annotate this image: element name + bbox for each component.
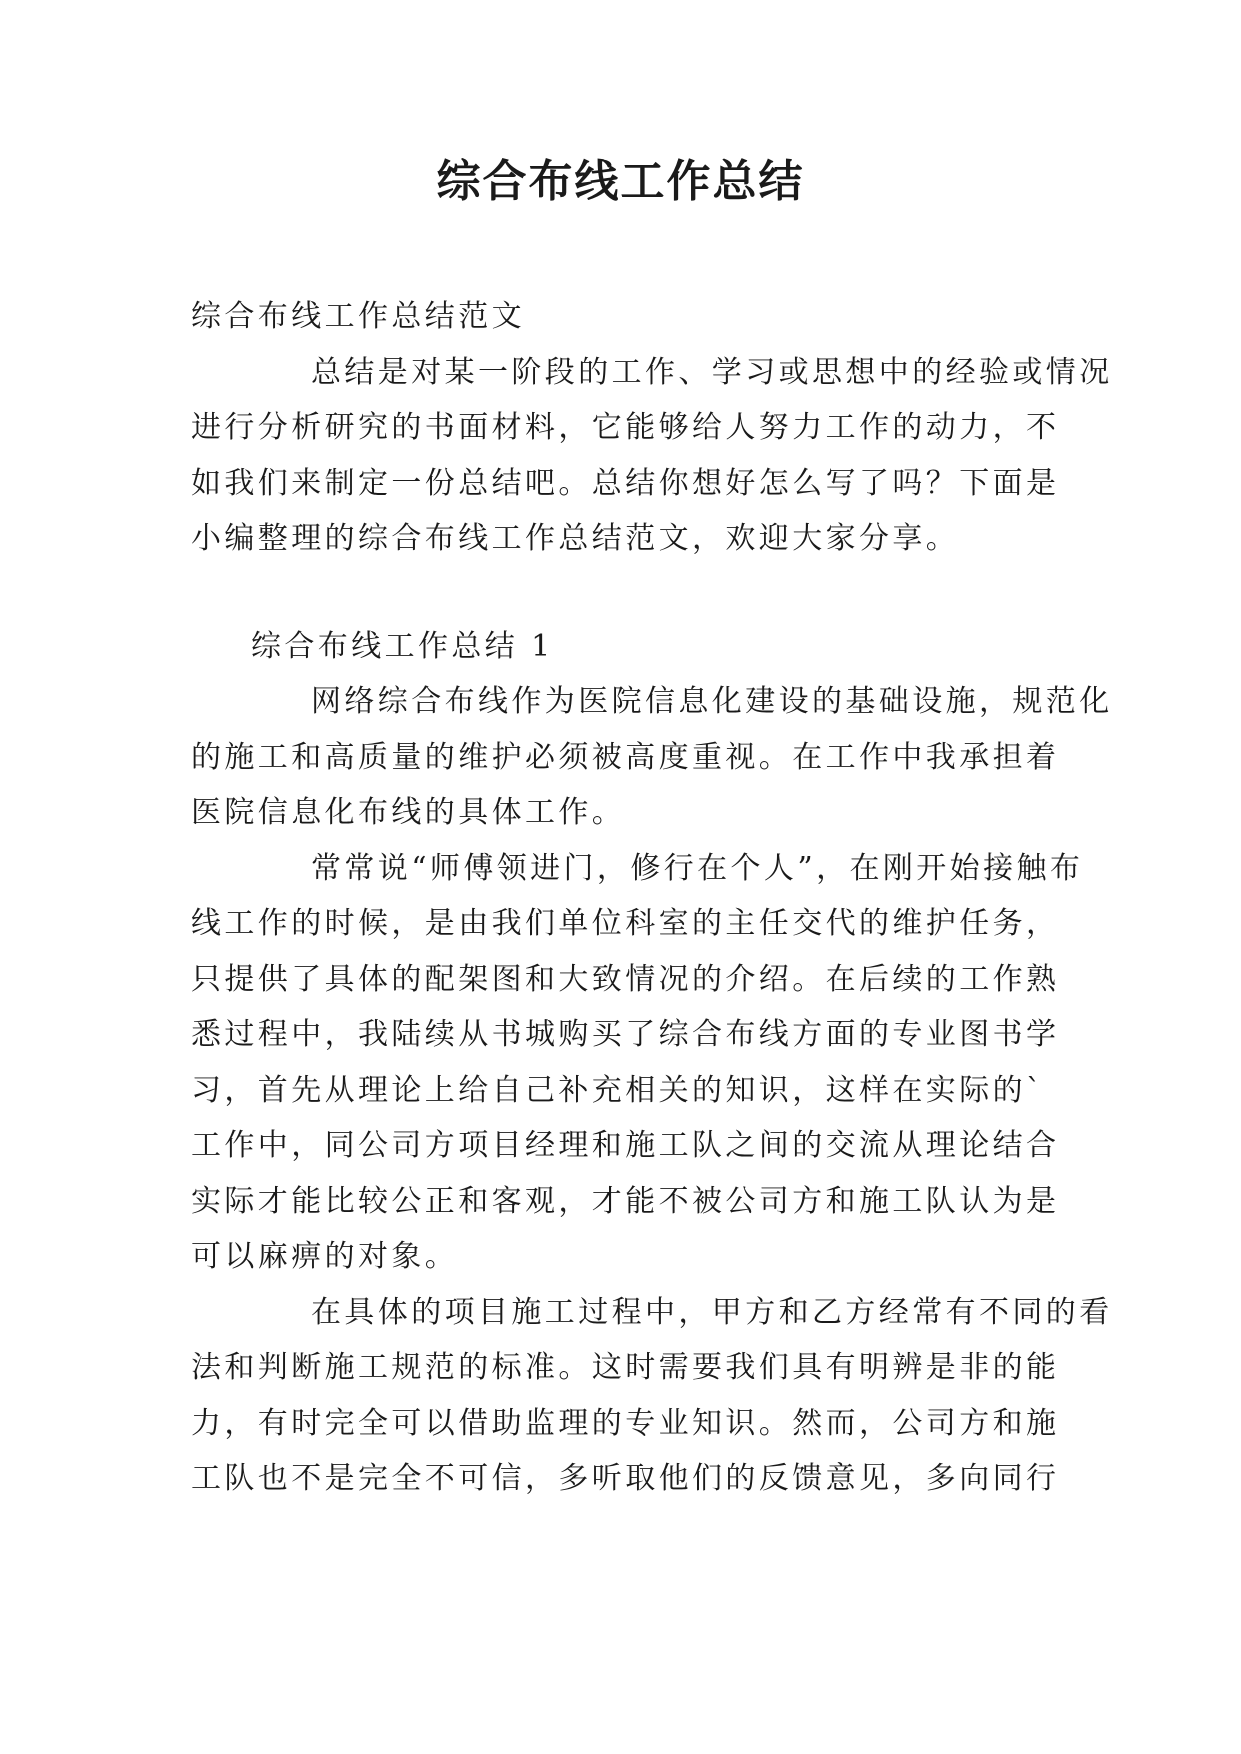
intro-line: 小编整理的综合布线工作总结范文，欢迎大家分享。: [191, 521, 960, 556]
paragraph-line: 实际才能比较公正和客观，才能不被公司方和施工队认为是: [191, 1183, 1060, 1219]
document-subtitle: 综合布线工作总结范文: [191, 299, 525, 334]
intro-paragraph: [191, 345, 1113, 567]
paragraph-line: 线工作的时候，是由我们单位科室的主任交代的维护任务，: [191, 906, 1060, 941]
paragraph-line: 的施工和高质量的维护必须被高度重视。在工作中我承担着: [191, 739, 1060, 775]
paragraph-line: 法和判断施工规范的标准。这时需要我们具有明辨是非的能: [191, 1350, 1060, 1385]
intro-line: 总结是对某一阶段的工作、学习或思想中的经验或情况: [311, 354, 1113, 390]
paragraph-line: 医院信息化布线的具体工作。: [191, 795, 626, 830]
paragraph-line: 网络综合布线作为医院信息化建设的基础设施，规范化: [311, 684, 1113, 719]
paragraph-line: 只提供了具体的配架图和大致情况的介绍。在后续的工作熟: [191, 961, 1060, 997]
paragraph-line: 习，首先从理论上给自己补充相关的知识，这样在实际的`: [191, 1072, 1045, 1108]
intro-line: 进行分析研究的书面材料，它能够给人努力工作的动力，不: [191, 410, 1060, 445]
body-paragraph-2: [191, 841, 1084, 1285]
body-paragraph-3: [191, 1285, 1113, 1507]
paragraph-line: 悉过程中，我陆续从书城购买了综合布线方面的专业图书学: [191, 1017, 1060, 1052]
paragraph-line: 常常说“师傅领进门，修行在个人”，在刚开始接触布: [311, 850, 1084, 886]
body-paragraph-1: [191, 674, 1113, 841]
paragraph-line: 工队也不是完全不可信，多听取他们的反馈意见，多向同行: [191, 1461, 1060, 1496]
paragraph-line: 工作中，同公司方项目经理和施工队之间的交流从理论结合: [191, 1128, 1060, 1163]
paragraph-line: 在具体的项目施工过程中，甲方和乙方经常有不同的看: [311, 1294, 1113, 1330]
document-title: 综合布线工作总结: [436, 156, 805, 207]
paragraph-line: 可以麻痹的对象。: [191, 1239, 459, 1274]
document-body: [191, 289, 1113, 1507]
section-heading: 综合布线工作总结 1: [251, 628, 554, 664]
intro-line: 如我们来制定一份总结吧。总结你想好怎么写了吗？下面是: [191, 465, 1060, 501]
paragraph-line: 力，有时完全可以借助监理的专业知识。然而，公司方和施: [191, 1405, 1060, 1441]
